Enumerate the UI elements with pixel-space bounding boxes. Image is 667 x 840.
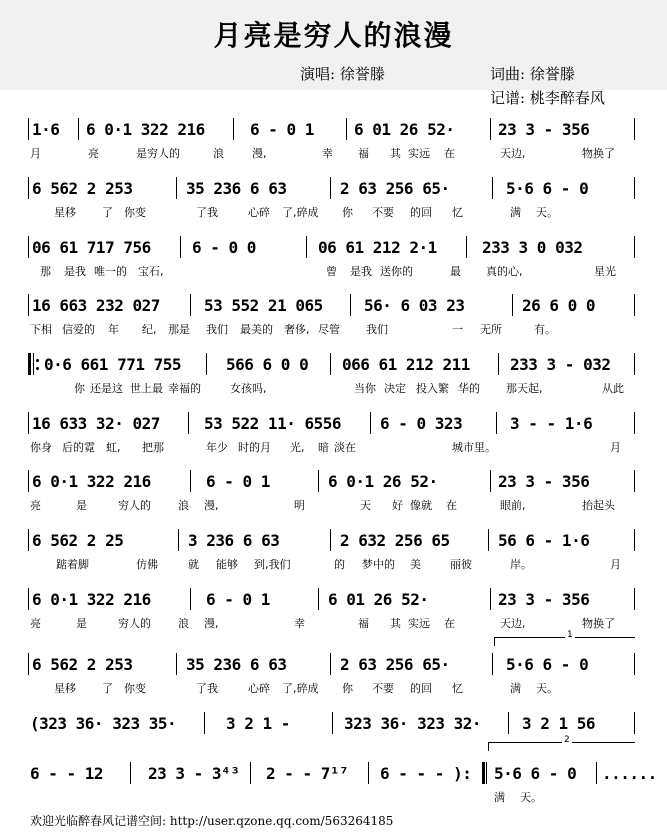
lyric: 奢侈,	[284, 323, 310, 336]
lyric: 唯一的	[94, 265, 127, 278]
lyric: 亮	[30, 499, 41, 512]
lyric: 福	[358, 617, 369, 630]
lyric: 尽管	[318, 323, 340, 336]
lyric: 实远	[408, 617, 430, 630]
notation-measure: 233 3 0 032	[482, 238, 583, 257]
lyric: 纪,	[142, 323, 157, 336]
lyric: 是我	[350, 265, 372, 278]
transcriber-credit: 记谱: 桃李醉春风	[490, 89, 605, 107]
lyric: 漫,	[204, 617, 219, 630]
lyric: 幸	[322, 147, 333, 160]
lyric: 其	[390, 147, 401, 160]
notation-measure: 3 2 1 56	[522, 714, 596, 733]
notation-measure: 6 01 26 52·	[328, 590, 429, 609]
notation-measure: 6 562 2 25	[32, 531, 124, 550]
score-system-2	[28, 171, 636, 227]
notation-measure: 0·6 661 771 755	[44, 355, 181, 374]
lyric: 在	[444, 617, 455, 630]
lyric: 月	[30, 147, 41, 160]
notation-measure: 566 6 0 0	[226, 355, 309, 374]
notation-measure: 26 6 0 0	[522, 296, 596, 315]
lyric: 你	[342, 206, 353, 219]
lyric: 还是这	[90, 382, 123, 395]
lyric: 是	[76, 499, 87, 512]
lyric: 在	[446, 499, 457, 512]
lyric: 淡在	[334, 441, 356, 454]
notation-measure: 23 3 - 3⁴³	[148, 764, 240, 783]
lyric: 不要	[372, 206, 394, 219]
notation-measure: 6 562 2 253	[32, 179, 133, 198]
notation-measure: 06 61 717 756	[32, 238, 151, 257]
notation-measure: 6 - 0 1	[250, 120, 314, 139]
score-system-8	[28, 523, 636, 579]
notation-measure: (323 36· 323 35·	[30, 714, 177, 733]
notation-measure: 6 - 0 1	[206, 590, 270, 609]
lyric: 从此	[602, 382, 624, 395]
lyric: 年	[108, 323, 119, 336]
notation-measure: ......	[602, 764, 657, 783]
lyric: 华的	[458, 382, 480, 395]
lyric: 是穷人的	[136, 147, 180, 160]
score-system-3	[28, 230, 636, 286]
lyric: 年少	[206, 441, 228, 454]
score-system-5	[28, 347, 636, 403]
lyric: 星移	[54, 206, 76, 219]
lyric: 了,碎成	[282, 206, 319, 219]
lyric: 丽彼	[450, 558, 472, 571]
lyric: 岸。	[510, 558, 532, 571]
lyric: 忆	[452, 206, 463, 219]
notation-measure: 23 3 - 356	[498, 472, 590, 491]
lyric: 天。	[536, 682, 558, 695]
notation-measure: 066 61 212 211	[342, 355, 470, 374]
lyric: 的回	[410, 206, 432, 219]
notation-measure: 3 2 1 -	[226, 714, 290, 733]
lyric: 星移	[54, 682, 76, 695]
lyric: 亮	[88, 147, 99, 160]
lyric: 虹,	[106, 441, 121, 454]
lyric: 忆	[452, 682, 463, 695]
lyric: 信爱的	[62, 323, 95, 336]
notation-measure: 6 - 0 0	[192, 238, 256, 257]
notation-measure: 6 0·1 322 216	[32, 590, 151, 609]
notation-measure: 5·6 6 - 0	[506, 179, 589, 198]
lyric: 心碎	[248, 206, 270, 219]
notation-measure: 6 - - - ):	[380, 764, 472, 783]
notation-measure: 6 0·1 26 52·	[328, 472, 438, 491]
score-system-4	[28, 288, 636, 344]
lyric: 世上最	[130, 382, 163, 395]
lyric: 仿佛	[136, 558, 158, 571]
lyric: 你	[74, 382, 85, 395]
lyric: 物换了	[582, 617, 615, 630]
lyric: 你变	[124, 682, 146, 695]
footer-credit: 欢迎光临醉春风记谱空间: http://user.qzone.qq.com/563264185	[30, 814, 394, 828]
lyric: 其	[390, 617, 401, 630]
song-title: 月亮是穷人的浪漫	[213, 19, 454, 52]
notation-measure: 23 3 - 356	[498, 590, 590, 609]
lyric: 光,	[290, 441, 305, 454]
lyric: 你身	[30, 441, 52, 454]
score-system-11	[28, 706, 636, 762]
notation-measure: 5·6 6 - 0	[494, 764, 577, 783]
lyric: 月	[610, 441, 621, 454]
notation-measure: 56 6 - 1·6	[498, 531, 590, 550]
lyric: 天边,	[500, 617, 526, 630]
lyric: 天。	[536, 206, 558, 219]
notation-measure: 6 0·1 322 216	[32, 472, 151, 491]
lyric: 抬起头	[582, 499, 615, 512]
lyric: 时的月	[238, 441, 271, 454]
lyric: 是我	[64, 265, 86, 278]
lyric: 我们	[366, 323, 388, 336]
notation-measure: 16 663 232 027	[32, 296, 160, 315]
lyric: 最	[450, 265, 461, 278]
second-ending-bracket: 2	[488, 742, 635, 751]
lyric: 当你	[354, 382, 376, 395]
lyric: 星光	[594, 265, 616, 278]
lyric: 漫,	[252, 147, 267, 160]
lyric: 了	[102, 682, 113, 695]
lyric: 一	[452, 323, 463, 336]
lyric: 我们	[206, 323, 228, 336]
lyric: 幸	[294, 617, 305, 630]
score-system-10	[28, 630, 636, 703]
lyric: 满	[494, 791, 505, 804]
notation-measure: 56· 6 03 23	[364, 296, 465, 315]
lyric: 女孩吗,	[230, 382, 267, 395]
lyric: 那天起,	[506, 382, 543, 395]
notation-measure: 53 552 21 065	[204, 296, 323, 315]
lyric: 你	[342, 682, 353, 695]
notation-measure: 53 522 11· 6556	[204, 414, 341, 433]
notation-measure: 06 61 212 2·1	[318, 238, 437, 257]
lyric: 把那	[142, 441, 164, 454]
lyric: 下相	[30, 323, 52, 336]
notation-measure: 3 - - 1·6	[510, 414, 593, 433]
lyric: 是	[76, 617, 87, 630]
notation-measure: 6 01 26 52·	[354, 120, 455, 139]
lyric: 眼前,	[500, 499, 526, 512]
lyric: 送你的	[380, 265, 413, 278]
lyric: 了我	[196, 206, 218, 219]
lyric: 就	[188, 558, 199, 571]
notation-measure: 6 0·1 322 216	[86, 120, 205, 139]
lyric: 浪	[178, 617, 189, 630]
lyric: 月	[610, 558, 621, 571]
lyric: 不要	[372, 682, 394, 695]
notation-measure: 2 63 256 65·	[340, 655, 450, 674]
lyric: 到,我们	[254, 558, 291, 571]
notation-measure: 6 - 0 1	[206, 472, 270, 491]
lyric: 在	[444, 147, 455, 160]
score-system-6	[28, 406, 636, 462]
notation-measure: 6 562 2 253	[32, 655, 133, 674]
lyric: 物换了	[582, 147, 615, 160]
lyric: 明	[294, 499, 305, 512]
lyric: 了	[102, 206, 113, 219]
notation-measure: 323 36· 323 32·	[344, 714, 481, 733]
lyric: 满	[510, 682, 521, 695]
lyric: 实远	[408, 147, 430, 160]
lyric: 了,碎成	[282, 682, 319, 695]
lyric: 真的心,	[486, 265, 523, 278]
notation-measure: 2 - - 7¹⁷	[266, 764, 349, 783]
lyric: 天	[360, 499, 371, 512]
lyric: 那	[40, 265, 51, 278]
notation-measure: 16 633 32· 027	[32, 414, 160, 433]
lyric: 那是	[168, 323, 190, 336]
lyric: 幸福的	[168, 382, 201, 395]
lyric: 投入繁	[416, 382, 449, 395]
lyric: 无所	[480, 323, 502, 336]
lyric: 梦中的	[362, 558, 395, 571]
score-system-7	[28, 464, 636, 520]
lyric: 穷人的	[118, 617, 151, 630]
lyric: 了我	[196, 682, 218, 695]
lyric: 最美的	[240, 323, 273, 336]
lyric: 亮	[30, 617, 41, 630]
lyric: 暗	[318, 441, 329, 454]
notation-measure: 233 3 - 032	[510, 355, 611, 374]
notation-measure: 1·6	[32, 120, 60, 139]
score-system-12	[28, 735, 657, 812]
lyric: 踮着脚	[56, 558, 89, 571]
notation-measure: 2 632 256 65	[340, 531, 450, 550]
notation-measure: 3 236 6 63	[188, 531, 280, 550]
lyric: 决定	[384, 382, 406, 395]
lyric: 像就	[410, 499, 432, 512]
notation-measure: 6 - - 12	[30, 764, 104, 783]
lyric: 有。	[534, 323, 556, 336]
lyric: 满	[510, 206, 521, 219]
notation-measure: 6 - 0 323	[380, 414, 463, 433]
lyric: 好	[392, 499, 403, 512]
notation-measure: 35 236 6 63	[186, 179, 287, 198]
composer-credit: 词曲: 徐誉滕	[490, 65, 575, 83]
lyric: 浪	[213, 147, 224, 160]
lyric: 天。	[520, 791, 542, 804]
lyric: 浪	[178, 499, 189, 512]
notation-measure: 35 236 6 63	[186, 655, 287, 674]
lyric: 漫,	[204, 499, 219, 512]
lyric: 天边,	[500, 147, 526, 160]
lyric: 你变	[124, 206, 146, 219]
score-system-1	[28, 112, 636, 168]
notation-measure: 5·6 6 - 0	[506, 655, 589, 674]
lyric: 的回	[410, 682, 432, 695]
lyric: 福	[358, 147, 369, 160]
lyric: 美	[410, 558, 421, 571]
lyric: 心碎	[248, 682, 270, 695]
lyric: 的	[334, 558, 345, 571]
lyric: 穷人的	[118, 499, 151, 512]
lyric: 城市里。	[452, 441, 496, 454]
singer-credit: 演唱: 徐誉滕	[300, 65, 385, 83]
lyric: 曾	[326, 265, 337, 278]
score-system-9	[28, 582, 636, 638]
lyric: 宝石,	[138, 265, 164, 278]
notation-measure: 23 3 - 356	[498, 120, 590, 139]
lyric: 能够	[216, 558, 238, 571]
first-ending-bracket: 1	[494, 637, 635, 646]
lyric: 后的霓	[62, 441, 95, 454]
notation-measure: 2 63 256 65·	[340, 179, 450, 198]
